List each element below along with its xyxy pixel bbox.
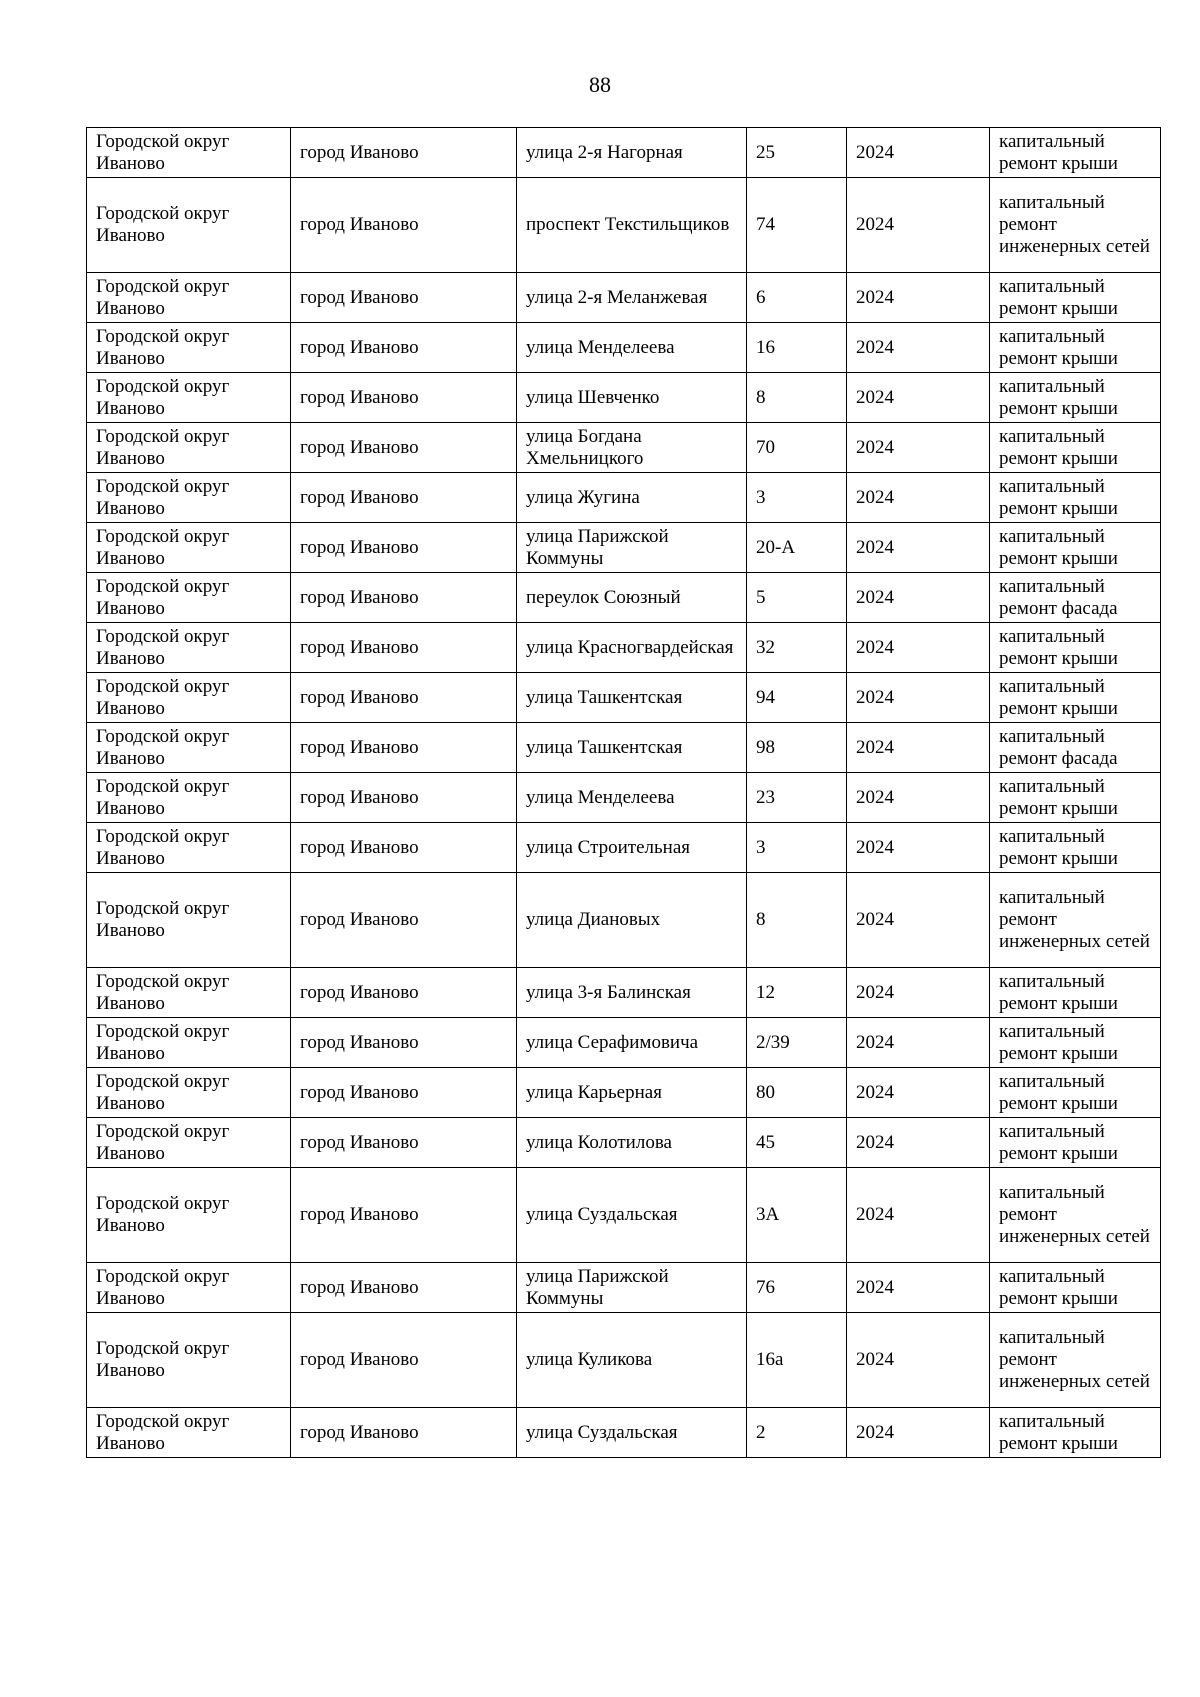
municipality-cell: Городской округ Иваново	[87, 1263, 291, 1313]
house-number-cell: 3	[747, 473, 847, 523]
work-type-cell: капитальный ремонт крыши	[990, 323, 1161, 373]
house-number-cell: 76	[747, 1263, 847, 1313]
settlement-cell: город Иваново	[291, 128, 517, 178]
street-cell: улица Серафимовича	[517, 1018, 747, 1068]
work-type-cell: капитальный ремонт крыши	[990, 273, 1161, 323]
year-cell: 2024	[847, 273, 990, 323]
street-cell: улица Суздальская	[517, 1168, 747, 1263]
year-cell: 2024	[847, 873, 990, 968]
work-type-cell: капитальный ремонт инженерных сетей	[990, 873, 1161, 968]
street-cell: улица Богдана Хмельницкого	[517, 423, 747, 473]
municipality-cell: Городской округ Иваново	[87, 673, 291, 723]
municipality-cell: Городской округ Иваново	[87, 473, 291, 523]
settlement-cell: город Иваново	[291, 523, 517, 573]
settlement-cell: город Иваново	[291, 873, 517, 968]
settlement-cell: город Иваново	[291, 423, 517, 473]
settlement-cell: город Иваново	[291, 373, 517, 423]
street-cell: улица Парижской Коммуны	[517, 523, 747, 573]
settlement-cell: город Иваново	[291, 573, 517, 623]
house-number-cell: 45	[747, 1118, 847, 1168]
house-number-cell: 74	[747, 178, 847, 273]
table-row	[87, 673, 1161, 723]
street-cell: улица Карьерная	[517, 1068, 747, 1118]
municipality-cell: Городской округ Иваново	[87, 773, 291, 823]
settlement-cell: город Иваново	[291, 823, 517, 873]
settlement-cell: город Иваново	[291, 673, 517, 723]
municipality-cell: Городской округ Иваново	[87, 128, 291, 178]
municipality-cell: Городской округ Иваново	[87, 1118, 291, 1168]
table-row	[87, 178, 1161, 273]
settlement-cell: город Иваново	[291, 1313, 517, 1408]
house-number-cell: 3А	[747, 1168, 847, 1263]
municipality-cell: Городской округ Иваново	[87, 823, 291, 873]
street-cell: улица Ташкентская	[517, 673, 747, 723]
year-cell: 2024	[847, 723, 990, 773]
year-cell: 2024	[847, 473, 990, 523]
settlement-cell: город Иваново	[291, 1263, 517, 1313]
street-cell: улица 2-я Меланжевая	[517, 273, 747, 323]
table-row	[87, 723, 1161, 773]
work-type-cell: капитальный ремонт крыши	[990, 128, 1161, 178]
year-cell: 2024	[847, 773, 990, 823]
settlement-cell: город Иваново	[291, 1408, 517, 1458]
year-cell: 2024	[847, 128, 990, 178]
settlement-cell: город Иваново	[291, 623, 517, 673]
year-cell: 2024	[847, 323, 990, 373]
table-row	[87, 1068, 1161, 1118]
house-number-cell: 20-А	[747, 523, 847, 573]
table-row	[87, 523, 1161, 573]
table-row	[87, 473, 1161, 523]
table-row	[87, 968, 1161, 1018]
work-type-cell: капитальный ремонт крыши	[990, 623, 1161, 673]
work-type-cell: капитальный ремонт крыши	[990, 773, 1161, 823]
table-row	[87, 1313, 1161, 1408]
settlement-cell: город Иваново	[291, 1118, 517, 1168]
municipality-cell: Городской округ Иваново	[87, 373, 291, 423]
municipality-cell: Городской округ Иваново	[87, 968, 291, 1018]
table-row	[87, 1263, 1161, 1313]
street-cell: улица 3-я Балинская	[517, 968, 747, 1018]
work-type-cell: капитальный ремонт крыши	[990, 673, 1161, 723]
house-number-cell: 2/39	[747, 1018, 847, 1068]
table-row	[87, 1408, 1161, 1458]
settlement-cell: город Иваново	[291, 273, 517, 323]
settlement-cell: город Иваново	[291, 1018, 517, 1068]
year-cell: 2024	[847, 373, 990, 423]
house-number-cell: 2	[747, 1408, 847, 1458]
house-number-cell: 12	[747, 968, 847, 1018]
street-cell: переулок Союзный	[517, 573, 747, 623]
table-row	[87, 423, 1161, 473]
work-type-cell: капитальный ремонт инженерных сетей	[990, 1313, 1161, 1408]
street-cell: улица Суздальская	[517, 1408, 747, 1458]
year-cell: 2024	[847, 623, 990, 673]
year-cell: 2024	[847, 1408, 990, 1458]
table-body	[87, 128, 1161, 1458]
municipality-cell: Городской округ Иваново	[87, 573, 291, 623]
municipality-cell: Городской округ Иваново	[87, 178, 291, 273]
house-number-cell: 5	[747, 573, 847, 623]
year-cell: 2024	[847, 1068, 990, 1118]
table-row	[87, 323, 1161, 373]
house-number-cell: 16а	[747, 1313, 847, 1408]
municipality-cell: Городской округ Иваново	[87, 273, 291, 323]
municipality-cell: Городской округ Иваново	[87, 1018, 291, 1068]
year-cell: 2024	[847, 1018, 990, 1068]
municipality-cell: Городской округ Иваново	[87, 323, 291, 373]
house-number-cell: 80	[747, 1068, 847, 1118]
municipality-cell: Городской округ Иваново	[87, 1313, 291, 1408]
settlement-cell: город Иваново	[291, 968, 517, 1018]
year-cell: 2024	[847, 673, 990, 723]
municipality-cell: Городской округ Иваново	[87, 1408, 291, 1458]
street-cell: проспект Текстильщиков	[517, 178, 747, 273]
municipality-cell: Городской округ Иваново	[87, 873, 291, 968]
settlement-cell: город Иваново	[291, 1068, 517, 1118]
street-cell: улица Красногвардейская	[517, 623, 747, 673]
street-cell: улица Диановых	[517, 873, 747, 968]
settlement-cell: город Иваново	[291, 178, 517, 273]
settlement-cell: город Иваново	[291, 473, 517, 523]
work-type-cell: капитальный ремонт крыши	[990, 523, 1161, 573]
table-row	[87, 373, 1161, 423]
work-type-cell: капитальный ремонт инженерных сетей	[990, 1168, 1161, 1263]
house-number-cell: 98	[747, 723, 847, 773]
work-type-cell: капитальный ремонт крыши	[990, 423, 1161, 473]
year-cell: 2024	[847, 1168, 990, 1263]
repair-register-table	[86, 127, 1161, 1458]
table-row	[87, 773, 1161, 823]
street-cell: улица Жугина	[517, 473, 747, 523]
table-row	[87, 1168, 1161, 1263]
house-number-cell: 3	[747, 823, 847, 873]
work-type-cell: капитальный ремонт крыши	[990, 1408, 1161, 1458]
year-cell: 2024	[847, 1118, 990, 1168]
work-type-cell: капитальный ремонт крыши	[990, 1263, 1161, 1313]
street-cell: улица 2-я Нагорная	[517, 128, 747, 178]
year-cell: 2024	[847, 823, 990, 873]
settlement-cell: город Иваново	[291, 323, 517, 373]
year-cell: 2024	[847, 523, 990, 573]
street-cell: улица Куликова	[517, 1313, 747, 1408]
house-number-cell: 70	[747, 423, 847, 473]
work-type-cell: капитальный ремонт фасада	[990, 573, 1161, 623]
street-cell: улица Ташкентская	[517, 723, 747, 773]
municipality-cell: Городской округ Иваново	[87, 723, 291, 773]
street-cell: улица Менделеева	[517, 323, 747, 373]
work-type-cell: капитальный ремонт инженерных сетей	[990, 178, 1161, 273]
work-type-cell: капитальный ремонт крыши	[990, 823, 1161, 873]
year-cell: 2024	[847, 1313, 990, 1408]
table-row	[87, 128, 1161, 178]
year-cell: 2024	[847, 423, 990, 473]
year-cell: 2024	[847, 178, 990, 273]
municipality-cell: Городской округ Иваново	[87, 623, 291, 673]
street-cell: улица Колотилова	[517, 1118, 747, 1168]
year-cell: 2024	[847, 968, 990, 1018]
house-number-cell: 94	[747, 673, 847, 723]
year-cell: 2024	[847, 1263, 990, 1313]
house-number-cell: 8	[747, 373, 847, 423]
table-row	[87, 623, 1161, 673]
work-type-cell: капитальный ремонт крыши	[990, 1118, 1161, 1168]
table-row	[87, 273, 1161, 323]
municipality-cell: Городской округ Иваново	[87, 423, 291, 473]
house-number-cell: 16	[747, 323, 847, 373]
municipality-cell: Городской округ Иваново	[87, 523, 291, 573]
house-number-cell: 32	[747, 623, 847, 673]
work-type-cell: капитальный ремонт крыши	[990, 473, 1161, 523]
municipality-cell: Городской округ Иваново	[87, 1168, 291, 1263]
street-cell: улица Шевченко	[517, 373, 747, 423]
street-cell: улица Строительная	[517, 823, 747, 873]
work-type-cell: капитальный ремонт фасада	[990, 723, 1161, 773]
table-row	[87, 1118, 1161, 1168]
work-type-cell: капитальный ремонт крыши	[990, 1018, 1161, 1068]
work-type-cell: капитальный ремонт крыши	[990, 1068, 1161, 1118]
year-cell: 2024	[847, 573, 990, 623]
municipality-cell: Городской округ Иваново	[87, 1068, 291, 1118]
house-number-cell: 23	[747, 773, 847, 823]
settlement-cell: город Иваново	[291, 773, 517, 823]
house-number-cell: 6	[747, 273, 847, 323]
work-type-cell: капитальный ремонт крыши	[990, 968, 1161, 1018]
house-number-cell: 8	[747, 873, 847, 968]
street-cell: улица Парижской Коммуны	[517, 1263, 747, 1313]
page-number: 88	[589, 72, 611, 97]
house-number-cell: 25	[747, 128, 847, 178]
settlement-cell: город Иваново	[291, 723, 517, 773]
table-row	[87, 573, 1161, 623]
work-type-cell: капитальный ремонт крыши	[990, 373, 1161, 423]
table-row	[87, 823, 1161, 873]
table-row	[87, 1018, 1161, 1068]
settlement-cell: город Иваново	[291, 1168, 517, 1263]
table-row	[87, 873, 1161, 968]
street-cell: улица Менделеева	[517, 773, 747, 823]
